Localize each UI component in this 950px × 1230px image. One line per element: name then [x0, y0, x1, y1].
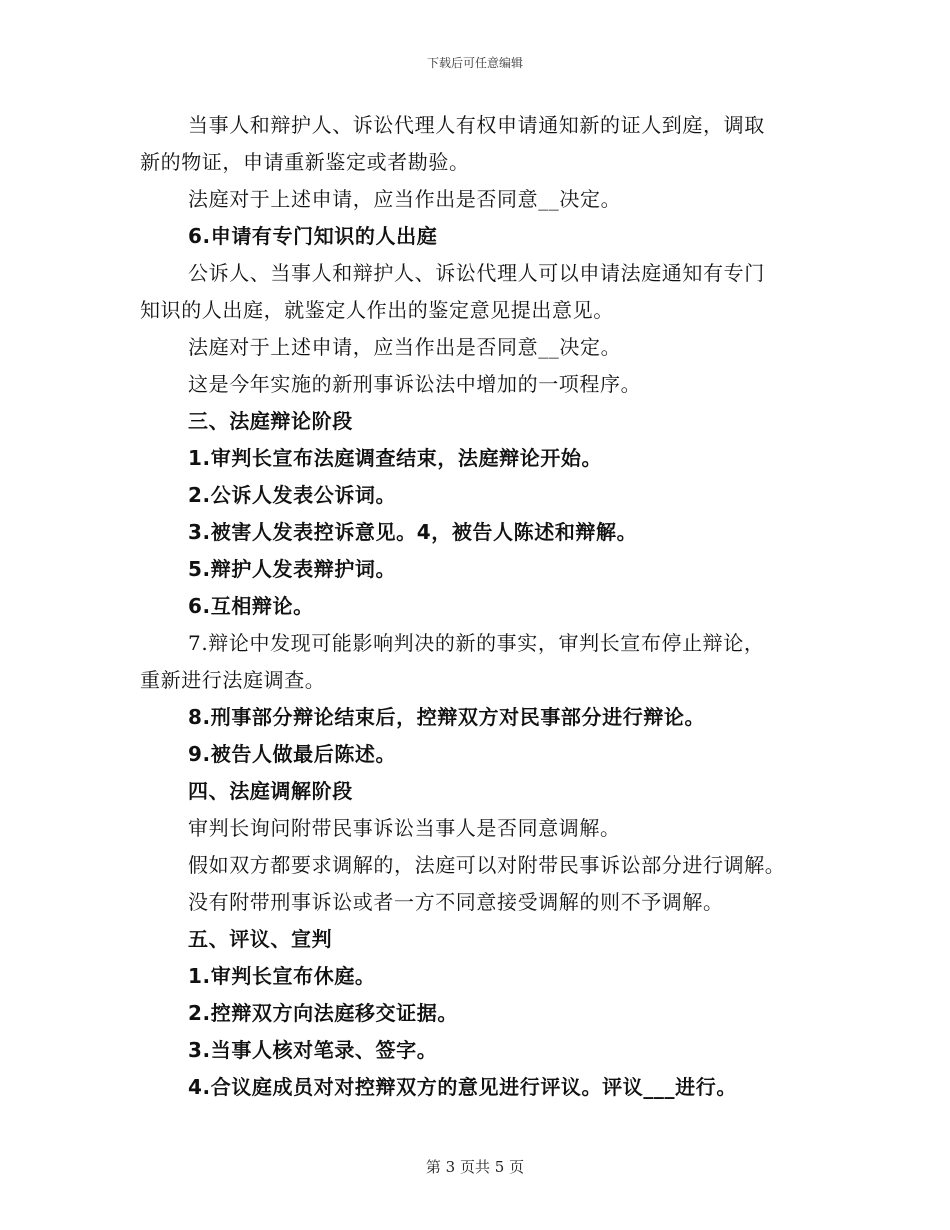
- paragraph-line: 知识的人出庭，就鉴定人作出的鉴定意见提出意见。: [140, 298, 614, 322]
- page-header: 下载后可任意编辑: [426, 56, 523, 70]
- section-heading-line: 三、法庭辩论阶段: [188, 409, 353, 433]
- section-heading-line: 1.审判长宣布休庭。: [188, 964, 376, 988]
- document-body: [140, 107, 820, 1106]
- section-heading-line: 6.申请有专门知识的人出庭: [188, 224, 438, 248]
- section-heading-line: 4.合议庭成员对对控辩双方的意见进行评议。评议___进行。: [188, 1075, 737, 1099]
- paragraph-line: 公诉人、当事人和辩护人、诉讼代理人可以申请法庭通知有专门: [188, 261, 765, 285]
- paragraph-line: 审判长询问附带民事诉讼当事人是否同意调解。: [188, 816, 621, 840]
- paragraph-line: 这是今年实施的新刑事诉讼法中增加的一项程序。: [188, 372, 642, 396]
- paragraph-line: 法庭对于上述申请，应当作出是否同意__决定。: [188, 335, 622, 359]
- paragraph-line: 没有附带刑事诉讼或者一方不同意接受调解的则不予调解。: [188, 890, 724, 914]
- section-heading-line: 6.互相辩论。: [188, 594, 314, 618]
- paragraph-line: 7.辩论中发现可能影响判决的新的事实，审判长宣布停止辩论，: [188, 631, 765, 655]
- section-heading-line: 四、法庭调解阶段: [188, 779, 353, 803]
- paragraph-line: 假如双方都要求调解的，法庭可以对附带民事诉讼部分进行调解。: [188, 853, 786, 877]
- section-heading-line: 1.审判长宣布法庭调查结束，法庭辩论开始。: [188, 446, 603, 470]
- section-heading-line: 8.刑事部分辩论结束后，控辩双方对民事部分进行辩论。: [188, 705, 706, 729]
- section-heading-line: 2.控辩双方向法庭移交证据。: [188, 1001, 458, 1025]
- section-heading-line: 3.当事人核对笔录、签字。: [188, 1038, 438, 1062]
- paragraph-line: 法庭对于上述申请，应当作出是否同意__决定。: [188, 187, 622, 211]
- paragraph-line: 当事人和辩护人、诉讼代理人有权申请通知新的证人到庭，调取: [188, 113, 765, 137]
- section-heading-line: 2.公诉人发表公诉词。: [188, 483, 397, 507]
- section-heading-line: 3.被害人发表控诉意见。4，被告人陈述和辩解。: [188, 520, 638, 544]
- paragraph-line: 重新进行法庭调查。: [140, 668, 326, 692]
- page-footer: 第 3 页共 5 页: [425, 1158, 525, 1176]
- section-heading-line: 9.被告人做最后陈述。: [188, 742, 397, 766]
- section-heading-line: 五、评议、宣判: [188, 927, 333, 951]
- paragraph-line: 新的物证，申请重新鉴定或者勘验。: [140, 150, 470, 174]
- section-heading-line: 5.辩护人发表辩护词。: [188, 557, 397, 581]
